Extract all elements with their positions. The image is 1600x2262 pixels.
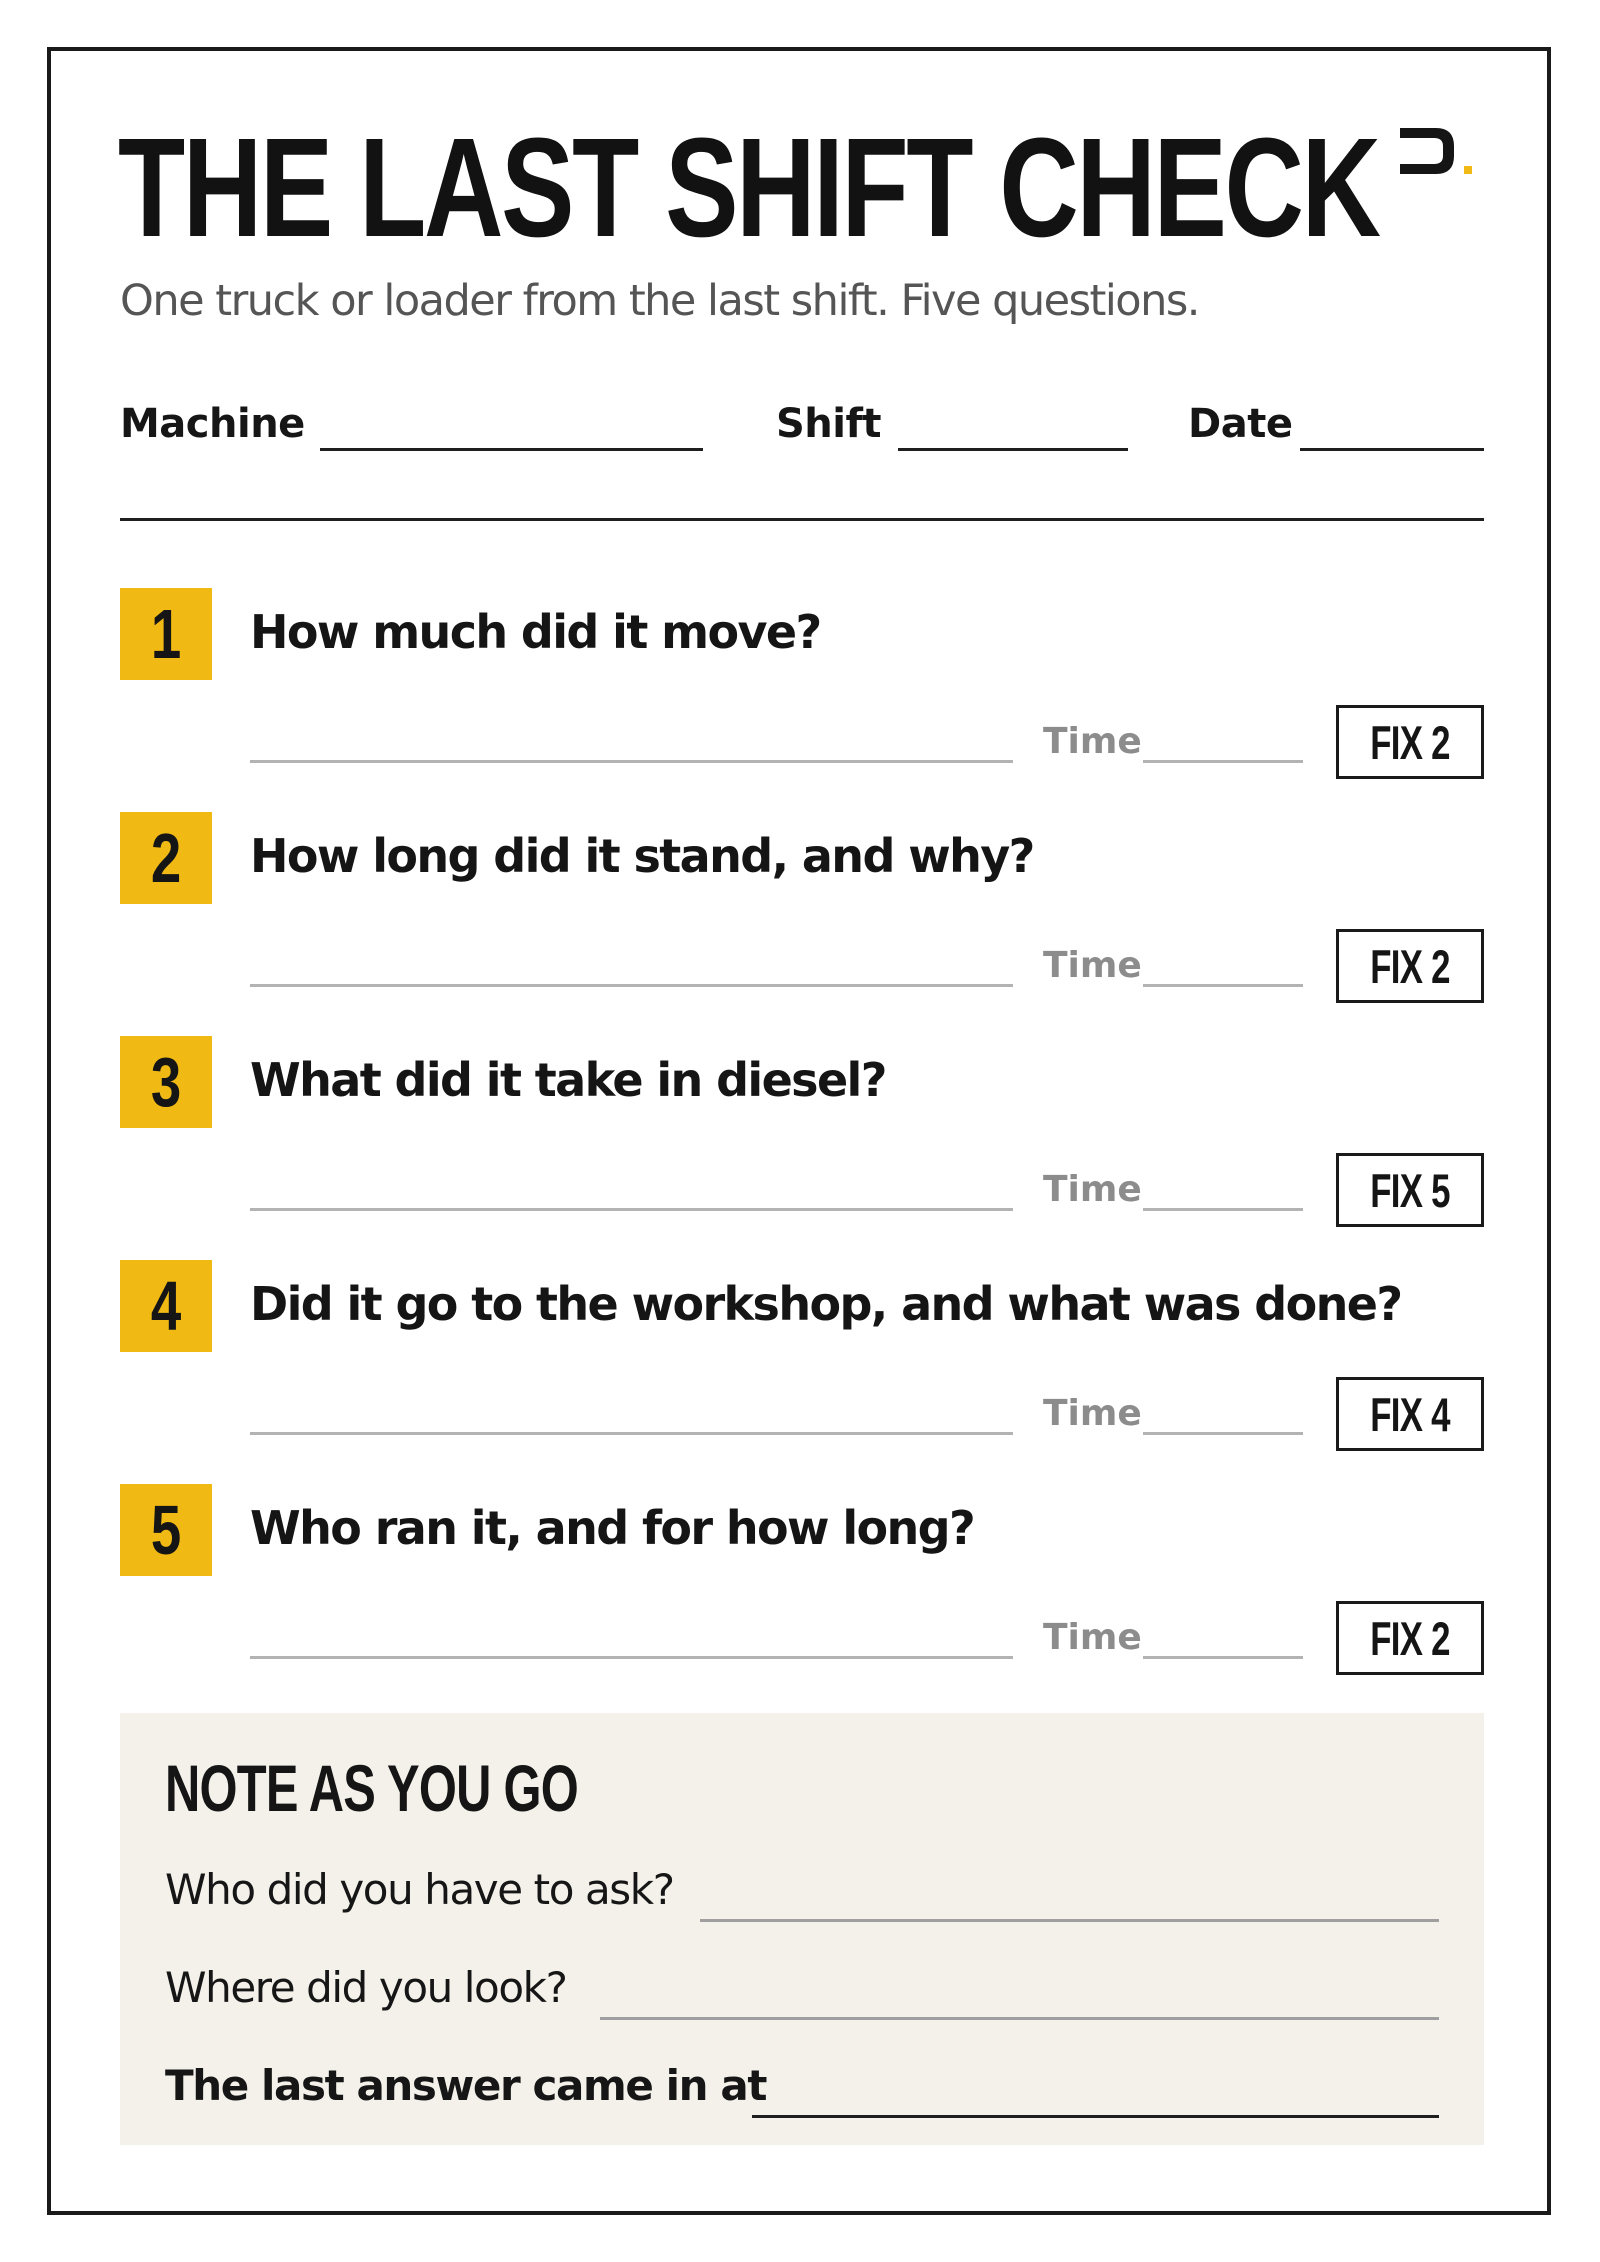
- machine-field[interactable]: [320, 448, 703, 451]
- question-number-badge: 2: [120, 812, 212, 904]
- fix-tag: FIX 2: [1336, 705, 1484, 779]
- date-label: Date: [1188, 401, 1293, 447]
- machine-label: Machine: [120, 401, 305, 447]
- shift-label: Shift: [776, 401, 882, 447]
- answer-field[interactable]: [250, 1432, 1013, 1435]
- time-label: Time: [1043, 721, 1142, 762]
- ask-label: Who did you have to ask?: [165, 1865, 674, 1914]
- notes-panel: [120, 1713, 1484, 2145]
- page-title: THE LAST SHIFT CHECK: [118, 108, 1379, 266]
- time-field[interactable]: [1143, 1432, 1303, 1435]
- question-text: How much did it move?: [250, 605, 821, 659]
- notes-title: NOTE AS YOU GO: [165, 1751, 578, 1825]
- brand-d-logo-icon: [1396, 122, 1478, 180]
- time-label: Time: [1043, 1169, 1142, 1210]
- time-field[interactable]: [1143, 760, 1303, 763]
- question-text: How long did it stand, and why?: [250, 829, 1034, 883]
- time-field[interactable]: [1143, 1208, 1303, 1211]
- answer-field[interactable]: [250, 1208, 1013, 1211]
- page-subtitle: One truck or loader from the last shift. Five questions.: [120, 276, 1199, 326]
- question-number-badge: 3: [120, 1036, 212, 1128]
- shift-field[interactable]: [898, 448, 1128, 451]
- answer-field[interactable]: [250, 1656, 1013, 1659]
- last-answer-field[interactable]: [752, 2115, 1439, 2118]
- ask-field[interactable]: [700, 1919, 1439, 1922]
- date-field[interactable]: [1300, 448, 1484, 451]
- header-divider: [120, 518, 1484, 521]
- time-label: Time: [1043, 1617, 1142, 1658]
- fix-tag: FIX 2: [1336, 1601, 1484, 1675]
- time-label: Time: [1043, 945, 1142, 986]
- look-field[interactable]: [600, 2017, 1439, 2020]
- question-number-badge: 1: [120, 588, 212, 680]
- question-text: What did it take in diesel?: [250, 1053, 886, 1107]
- fix-tag: FIX 5: [1336, 1153, 1484, 1227]
- time-label: Time: [1043, 1393, 1142, 1434]
- question-number-badge: 5: [120, 1484, 212, 1576]
- time-field[interactable]: [1143, 1656, 1303, 1659]
- look-label: Where did you look?: [165, 1963, 567, 2012]
- time-field[interactable]: [1143, 984, 1303, 987]
- fix-tag: FIX 2: [1336, 929, 1484, 1003]
- question-text: Who ran it, and for how long?: [250, 1501, 975, 1555]
- fix-tag: FIX 4: [1336, 1377, 1484, 1451]
- answer-field[interactable]: [250, 984, 1013, 987]
- question-number-badge: 4: [120, 1260, 212, 1352]
- question-text: Did it go to the workshop, and what was done?: [250, 1277, 1402, 1331]
- answer-field[interactable]: [250, 760, 1013, 763]
- last-answer-label: The last answer came in at: [165, 2061, 767, 2110]
